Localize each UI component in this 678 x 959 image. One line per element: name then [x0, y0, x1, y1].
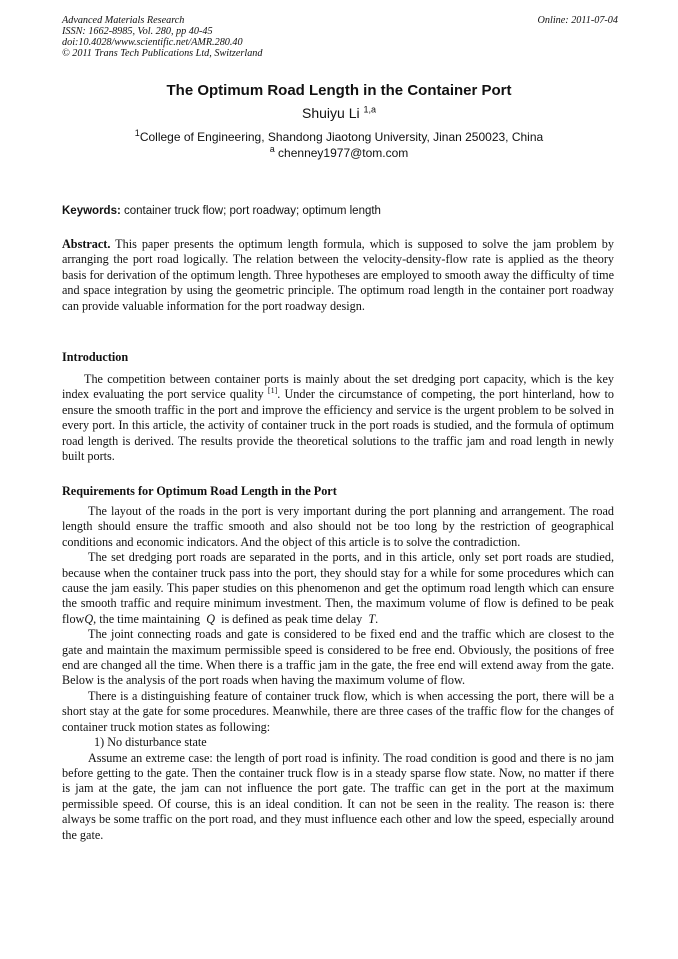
intro-text-b: . Under the circumstance of competing, the port hinterland, how to ensure the smooth traffic in the port and improve the efficiency and service is the urgent problem to be solved in every port. In this article, the activity of container truck in the port roads is studied, and the formula of optimum road length is derived. The results provide the theoretical solutions to the traffic jam and road length in newly built ports. — [62, 387, 615, 464]
email-address: chenney1977@tom.com — [278, 146, 409, 160]
req-paragraph-5: Assume an extreme case: the length of port road is infinity. The road condition is good and there is no jam before getting to the gate. Then the container truck flow is in a steady sparse flow state. Now, no matter if there is jam at the gate, the jam can not influence the port gate. The traffic can get in the port at the maximum permissible speed. Of course, this is an ideal condition. It can not be seen in the reality. The reason is: there always be some traffic on the port road, and they must influence each other and low the speed, especially around the gate. — [62, 750, 614, 842]
online-date: Online: 2011-07-04 — [537, 15, 618, 26]
affiliation — [0, 130, 678, 144]
keywords — [62, 205, 618, 217]
keywords-label: Keywords: — [62, 205, 121, 217]
author-name: Shuiyu Li — [302, 105, 360, 121]
req-list-item-1: 1) No disturbance state — [94, 735, 207, 750]
requirements-body — [62, 504, 614, 843]
introduction-heading: Introduction — [62, 350, 129, 364]
journal-copyright: © 2011 Trans Tech Publications Ltd, Switzerland — [62, 48, 263, 59]
symbol-q: Q — [206, 611, 216, 626]
introduction-body — [62, 372, 614, 464]
intro-text-a: The competition between container ports is mainly about the set dredging port capacity, which is the key index evaluating the port service quality — [62, 372, 614, 402]
req-p2-text-d: . — [375, 611, 379, 626]
paper-title: The Optimum Road Length in the Container Port — [166, 82, 512, 99]
req-paragraph-4: There is a distinguishing feature of container truck flow, which is when accessing the port, there will be a short stay at the gate for some procedures. Meanwhile, there are three cases of the traffic flow for the changes of container truck motion states as following: — [62, 688, 614, 734]
journal-header — [62, 15, 618, 59]
abstract-label: Abstract. — [62, 237, 111, 251]
req-paragraph-2 — [62, 550, 614, 627]
journal-name: Advanced Materials Research — [62, 15, 185, 26]
requirements-heading: Requirements for Optimum Road Length in the Port — [62, 484, 337, 498]
abstract — [62, 237, 614, 314]
citation-ref: [1] — [267, 386, 278, 396]
email-sup: a — [269, 144, 275, 154]
symbol-q: Q — [84, 611, 94, 626]
keywords-text: container truck flow; port roadway; optimum length — [124, 205, 381, 217]
author-line — [0, 105, 678, 121]
req-p2-text-c: is defined as peak time delay — [221, 611, 363, 626]
author-sup: 1,a — [363, 104, 376, 115]
req-p2-text-a: The set dredging port roads are separated in the ports, and in this article, only set port roads are studied, because when the container truck pass into the port, they should stay for a while for some procedures which can cause the jam easily. This paper studies on this phenomenon and get the optimum road length which can ensure the smooth traffic and require minimum investment. Then, the maximum volume of flow is defined to be peak flow — [62, 550, 614, 626]
abstract-text: This paper presents the optimum length formula, which is supposed to solve the jam problem by arranging the port road logically. The relation between the velocity-density-flow rate is applied as the theory basis for derivation of the optimum length. Three hypotheses are employed to smooth away the difficulty of time and space integration by using the geometric principle. The optimum road length in the container port roadway can provide valuable information for the port roadway design. — [62, 237, 614, 313]
req-paragraph-1: The layout of the roads in the port is very important during the port planning and arrangement. The road length should ensure the traffic smooth and also should not be too long by the restriction of geographical conditions and economic indicators. And the object of this article is to solve the contradiction. — [62, 504, 614, 549]
journal-doi: doi:10.4028/www.scientific.net/AMR.280.40 — [62, 37, 243, 48]
email-line — [0, 146, 678, 160]
affiliation-sup: 1 — [134, 128, 140, 138]
req-paragraph-3: The joint connecting roads and gate is considered to be fixed end and the traffic which are closest to the gate and maintain the maximum permissible speed is considered to be free end. Obviously, the positions of free end are changed all the time. When there is a traffic jam in the gate, the free end will extend away from the gate. Below is the analysis of the port roads when having the maximum volume of flow. — [62, 627, 614, 688]
req-p2-text-b: , the time maintaining — [93, 611, 201, 626]
affiliation-text: College of Engineering, Shandong Jiaotong University, Jinan 250023, China — [139, 130, 544, 144]
symbol-t: T — [368, 611, 376, 626]
journal-issn: ISSN: 1662-8985, Vol. 280, pp 40-45 — [62, 26, 213, 37]
introduction-paragraph — [62, 372, 614, 464]
